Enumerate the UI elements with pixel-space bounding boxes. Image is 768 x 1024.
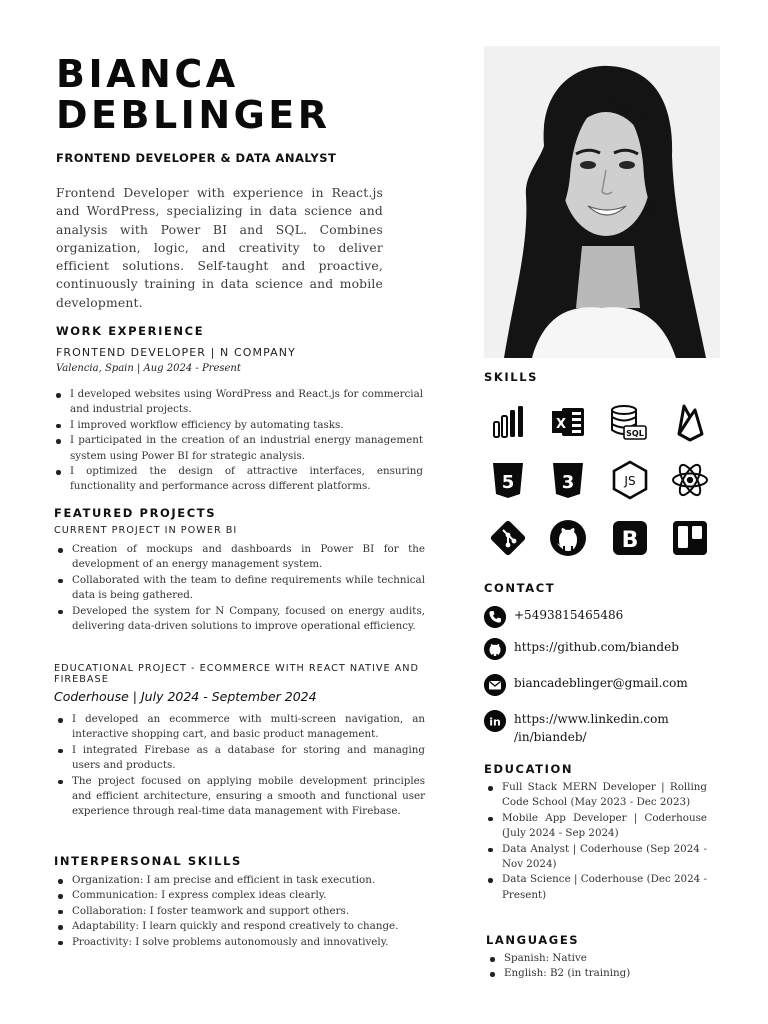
educational-project-title: EDUCATIONAL PROJECT - ECOMMERCE WITH REACT NATIVE AND FIREBASE [54, 663, 419, 685]
list-item: English: B2 (in training) [488, 966, 709, 981]
list-item: I optimized the design of attractive interfaces, ensuring functionality and performance across different platforms. [54, 464, 423, 495]
trello-icon [670, 518, 710, 558]
education-list [486, 780, 707, 903]
skills-icon-grid [484, 400, 720, 570]
languages-list [488, 951, 709, 982]
education-heading: EDUCATION [484, 762, 574, 776]
list-item: Developed the system for N Company, focused on energy audits, delivering data-driven solutions to improve operational efficiency. [56, 604, 425, 635]
last-name: DEBLINGER [56, 93, 331, 137]
first-name: BIANCA [56, 52, 239, 96]
phone-icon [484, 606, 506, 628]
languages-heading: LANGUAGES [486, 933, 580, 947]
email-address[interactable]: biancadeblinger@gmail.com [514, 676, 688, 690]
firebase-icon [670, 402, 710, 442]
css3-icon [548, 460, 588, 500]
list-item: Adaptability: I learn quickly and respond creatively to change. [56, 919, 425, 934]
contact-heading: CONTACT [484, 581, 556, 595]
sql-glyph: SQL [626, 429, 644, 438]
power-bi-icon [488, 402, 528, 442]
linkedin-icon [484, 710, 506, 732]
html5-glyph: 5 [501, 472, 515, 493]
list-item: Creation of mockups and dashboards in Power BI for the development of an energy management system. [56, 542, 425, 573]
github-icon [484, 638, 506, 660]
educational-project-meta: Coderhouse | July 2024 - September 2024 [54, 689, 317, 704]
educational-project-bullets [56, 712, 425, 820]
excel-icon [548, 402, 588, 442]
linkedin-link[interactable] [514, 710, 669, 746]
nodejs-icon [610, 460, 650, 500]
profile-summary: Frontend Developer with experience in React.js and WordPress, specializing in data science and analysis with Power BI and SQL. Combines organization, logic, and creativity to deliver efficient solutions. Self-taught and proactive, continuously training in data science and mobile development. [56, 186, 383, 310]
list-item: Spanish: Native [488, 951, 709, 966]
list-item: I participated in the creation of an industrial energy management system using Power BI for strategic analysis. [54, 433, 423, 464]
list-item: I improved workflow efficiency by automating tasks. [54, 418, 423, 433]
list-item: I developed an ecommerce with multi-screen navigation, an interactive shopping cart, and basic product management. [56, 712, 425, 743]
profile-photo [484, 46, 720, 358]
git-icon [488, 518, 528, 558]
bootstrap-glyph: B [621, 528, 639, 553]
list-item: Data Science | Coderhouse (Dec 2024 - Present) [486, 872, 707, 903]
linkedin-glyph: in [489, 715, 501, 729]
current-project-bullets [56, 542, 425, 634]
work-experience-heading: WORK EXPERIENCE [56, 324, 205, 338]
current-project-title: CURRENT PROJECT IN POWER BI [54, 525, 238, 536]
list-item: Mobile App Developer | Coderhouse (July 2024 - Sep 2024) [486, 811, 707, 842]
sql-icon [608, 402, 648, 442]
interpersonal-bullets [56, 873, 425, 950]
interpersonal-skills-heading: INTERPERSONAL SKILLS [54, 854, 242, 868]
phone-number[interactable]: +5493815465486 [514, 608, 624, 622]
list-item: Communication: I express complex ideas clearly. [56, 888, 425, 903]
headline: FRONTEND DEVELOPER & DATA ANALYST [56, 151, 337, 165]
list-item: Collaborated with the team to define requirements while technical data is being gathered. [56, 573, 425, 604]
list-item: Proactivity: I solve problems autonomously and innovatively. [56, 935, 425, 950]
skills-heading: SKILLS [484, 370, 539, 384]
nodejs-glyph: JS [624, 474, 636, 488]
github-icon [548, 518, 588, 558]
list-item: I developed websites using WordPress and React.js for commercial and industrial projects. [54, 387, 423, 418]
list-item: Data Analyst | Coderhouse (Sep 2024 - Nov 2024) [486, 842, 707, 873]
excel-glyph: X [555, 417, 567, 432]
list-item: Collaboration: I foster teamwork and support others. [56, 904, 425, 919]
job-title: FRONTEND DEVELOPER | N COMPANY [56, 346, 296, 359]
github-link[interactable]: https://github.com/biandeb [514, 640, 679, 654]
linkedin-link-line-1: https://www.linkedin.com [514, 712, 669, 726]
list-item: I integrated Firebase as a database for storing and managing users and products. [56, 743, 425, 774]
bootstrap-icon [610, 518, 650, 558]
html5-icon [488, 460, 528, 500]
email-icon [484, 674, 506, 696]
list-item: Organization: I am precise and efficient in task execution. [56, 873, 425, 888]
work-bullets [54, 387, 423, 495]
full-name [56, 54, 331, 136]
list-item: The project focused on applying mobile development principles and efficient architecture, ensuring a smooth and functional user experience through real-time data management with Firebase. [56, 774, 425, 820]
featured-projects-heading: FEATURED PROJECTS [54, 506, 217, 520]
css3-glyph: 3 [561, 472, 575, 493]
job-meta: Valencia, Spain | Aug 2024 - Present [56, 363, 241, 374]
linkedin-link-line-2: /in/biandeb/ [514, 730, 587, 744]
react-icon [670, 460, 710, 500]
list-item: Full Stack MERN Developer | Rolling Code School (May 2023 - Dec 2023) [486, 780, 707, 811]
